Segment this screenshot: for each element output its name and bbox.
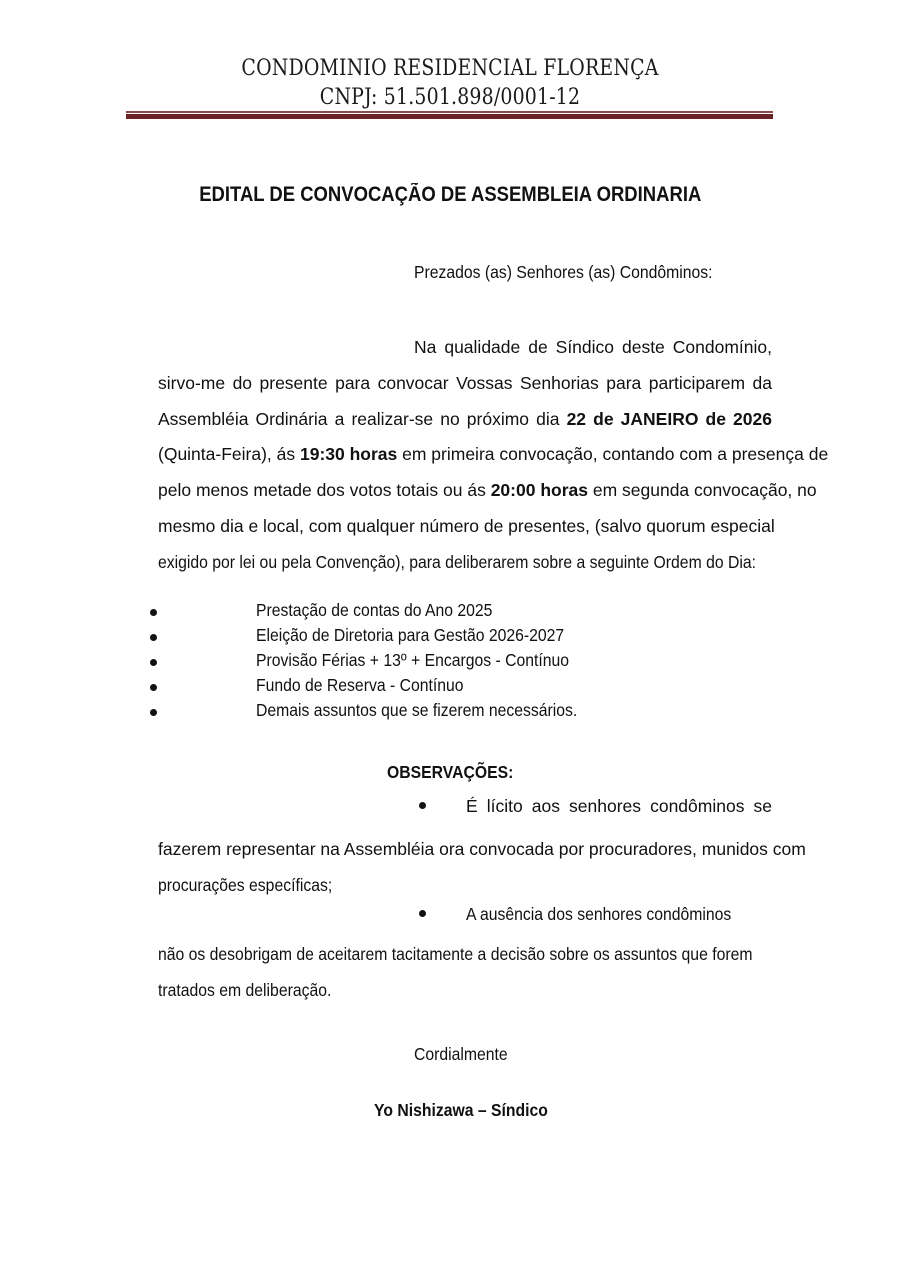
observations-heading [0,762,900,783]
agenda-item-text: Prestação de contas do Ano 2025 [256,600,493,620]
condominium-name: CONDOMINIO RESIDENCIAL FLORENÇA [241,56,659,81]
observation-line: fazerem representar na Assembléia ora convocada por procuradores, munidos com [158,839,806,859]
header-rule-thick [126,114,773,119]
bullet-icon [150,659,157,666]
observation-line [158,973,772,1009]
document-title [0,183,900,207]
closing-text: Cordialmente [414,1044,508,1064]
greeting [414,262,746,283]
paragraph-text: em segunda convocação, no [587,480,817,501]
signature [355,1079,568,1142]
signature-text: Yo Nishizawa – Síndico [374,1100,549,1120]
observation-line [158,868,772,904]
bullet-icon [150,609,157,616]
observation-line [158,937,772,973]
cnpj: CNPJ: 51.501.898/0001-12 [319,85,581,110]
agenda-item-text: Demais assuntos que se fizerem necessários. [256,700,578,720]
paragraph-line [158,402,772,438]
observation-1 [158,832,806,903]
agenda-item-text: Provisão Férias + 13º + Encargos - Contínuo [256,650,570,670]
greeting-text: Prezados (as) Senhores (as) Condôminos: [414,262,713,282]
paragraph-text: pelo menos metade dos votos totais ou ás [158,480,491,501]
first-call-time: 19:30 horas [299,444,398,465]
paragraph-line: mesmo dia e local, com qualquer número de presentes, (salvo quorum especial [158,515,775,536]
observation-1-first-line: É lícito aos senhores condôminos se [466,796,772,816]
closing [414,1044,518,1065]
bullet-icon [150,634,157,641]
paragraph-line [158,473,817,509]
paragraph-line [158,330,772,366]
meeting-date: 22 de JANEIRO de 2026 [566,408,772,429]
bullet-icon [419,910,426,917]
agenda-item-text: Fundo de Reserva - Contínuo [256,675,464,695]
agenda-item-text: Eleição de Diretoria para Gestão 2026-2027 [256,625,565,645]
observation-2-first-line [466,904,761,925]
observation-text: procurações específicas; [158,874,333,895]
bullet-icon [419,802,426,809]
observation-text: A ausência dos senhores condôminos [466,904,732,924]
paragraph-text: exigido por lei ou pela Convenção), para deliberarem sobre a seguinte Ordem do Dia: [158,551,756,572]
bullet-icon [150,709,157,716]
letterhead [171,54,728,112]
observation-text: tratados em deliberação. [158,979,332,1000]
header-rule-thin [126,111,773,113]
observation-2 [158,937,772,1008]
paragraph-text: (Quinta-Feira), ás [158,444,300,465]
bullet-icon [150,684,157,691]
second-call-time: 20:00 horas [490,480,588,501]
paragraph-line [158,437,829,473]
observations-heading-text: OBSERVAÇÕES: [386,762,514,782]
paragraph-text: Na qualidade de Síndico deste Condomínio, [414,337,772,357]
document-title-text: EDITAL DE CONVOCAÇÃO DE ASSEMBLEIA ORDINARIA [198,183,702,206]
paragraph-line [158,545,772,581]
paragraph-text: Assembléia Ordinária a realizar-se no próximo dia [158,408,567,429]
paragraph-line: sirvo-me do presente para convocar Vossas Senhorias para participarem da [158,372,772,393]
observation-text: não os desobrigam de aceitarem tacitamente a decisão sobre os assuntos que forem [158,944,753,964]
convocation-paragraph [158,330,829,581]
paragraph-text: em primeira convocação, contando com a presença de [397,444,829,465]
